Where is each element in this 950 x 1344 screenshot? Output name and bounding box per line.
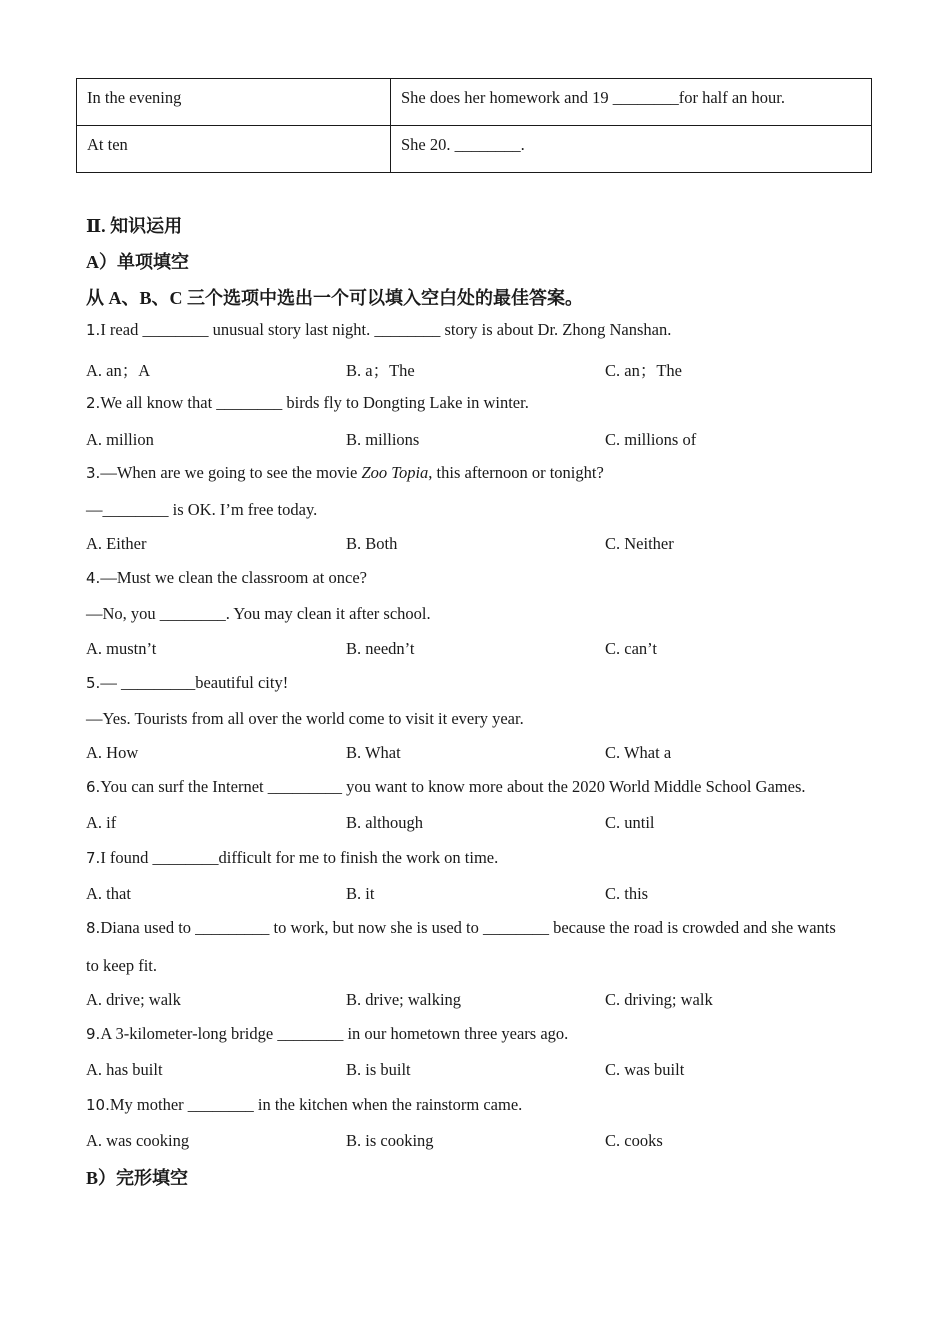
question-reply: —No, you ________. You may clean it after school. (86, 604, 431, 623)
question-8 (86, 918, 836, 938)
question-text: — _________beautiful city! (100, 673, 289, 692)
question-text: —When are we going to see the movie (100, 463, 362, 482)
option-a: A. million (86, 430, 154, 449)
option-b: B. needn’t (346, 639, 415, 658)
question-text: I found ________difficult for me to finish the work on time. (100, 848, 499, 867)
option-b: B. Both (346, 534, 398, 553)
question-number: 6. (86, 778, 101, 796)
option-c: C. Neither (605, 534, 674, 553)
option-c: C. What a (605, 743, 672, 762)
option-a: A. that (86, 884, 131, 903)
question-text: Diana used to _________ to work, but now she is used to ________ because the road is crowded and she wants (100, 918, 836, 937)
question-number: 8. (86, 919, 101, 937)
question-text: —Must we clean the classroom at once? (100, 568, 367, 587)
option-a: A. How (86, 743, 139, 762)
question-text: , this afternoon or tonight? (428, 463, 604, 482)
question-1 (86, 320, 671, 340)
option-a: A. an；A (86, 361, 151, 380)
table-row (77, 79, 872, 126)
question-number: 9. (86, 1025, 101, 1043)
option-c: C. was built (605, 1060, 685, 1079)
question-text: I read ________ unusual story last night. ________ story is about Dr. Zhong Nanshan. (100, 320, 672, 339)
table-cell-time: At ten (77, 126, 391, 173)
option-c: C. millions of (605, 430, 697, 449)
option-c: C. cooks (605, 1131, 663, 1150)
part-a-heading: A）单项填空 (86, 252, 189, 272)
option-a: A. has built (86, 1060, 163, 1079)
question-reply: —________ is OK. I’m free today. (86, 500, 318, 519)
option-b: B. is built (346, 1060, 411, 1079)
option-c: C. an；The (605, 361, 682, 380)
question-number: 10. (86, 1096, 110, 1114)
option-b: B. is cooking (346, 1131, 434, 1150)
question-continuation: to keep fit. (86, 956, 158, 975)
question-10 (86, 1095, 522, 1115)
option-c: C. this (605, 884, 649, 903)
option-a: A. mustn’t (86, 639, 157, 658)
question-5 (86, 673, 288, 693)
question-text: You can surf the Internet _________ you want to know more about the 2020 World Middle School Games. (100, 777, 806, 796)
question-2 (86, 393, 529, 413)
option-c: C. driving; walk (605, 990, 713, 1009)
option-b: B. What (346, 743, 401, 762)
question-number: 5. (86, 674, 101, 692)
question-text: My mother ________ in the kitchen when the rainstorm came. (109, 1095, 523, 1114)
question-4 (86, 568, 367, 588)
movie-title: Zoo Topia (361, 463, 429, 482)
question-number: 7. (86, 849, 101, 867)
question-number: 1. (86, 321, 101, 339)
option-a: A. Either (86, 534, 147, 553)
question-number: 2. (86, 394, 101, 412)
question-reply: —Yes. Tourists from all over the world come to visit it every year. (86, 709, 524, 728)
option-c: C. can’t (605, 639, 657, 658)
question-6 (86, 777, 806, 797)
table-cell-activity: She does her homework and 19 ________for half an hour. (391, 79, 872, 126)
table-cell-activity: She 20. ________. (391, 126, 872, 173)
question-3 (86, 463, 604, 483)
instruction: 从 A、B、C 三个选项中选出一个可以填入空白处的最佳答案。 (86, 288, 584, 308)
option-b: B. millions (346, 430, 420, 449)
part-b-heading: B）完形填空 (86, 1168, 189, 1188)
option-b: B. a；The (346, 361, 415, 380)
question-number: 4. (86, 569, 101, 587)
option-c: C. until (605, 813, 655, 832)
table-row (77, 126, 872, 173)
question-number: 3. (86, 464, 101, 482)
question-text: We all know that ________ birds fly to Dongting Lake in winter. (100, 393, 529, 412)
table-cell-time: In the evening (77, 79, 391, 126)
option-b: B. it (346, 884, 375, 903)
option-a: A. drive; walk (86, 990, 181, 1009)
schedule-table (76, 78, 872, 173)
option-a: A. if (86, 813, 117, 832)
question-9 (86, 1024, 568, 1044)
section-title: Ⅱ. 知识运用 (86, 216, 183, 236)
option-b: B. drive; walking (346, 990, 462, 1009)
option-a: A. was cooking (86, 1131, 190, 1150)
question-7 (86, 848, 498, 868)
option-b: B. although (346, 813, 423, 832)
question-text: A 3-kilometer-long bridge ________ in our hometown three years ago. (100, 1024, 569, 1043)
